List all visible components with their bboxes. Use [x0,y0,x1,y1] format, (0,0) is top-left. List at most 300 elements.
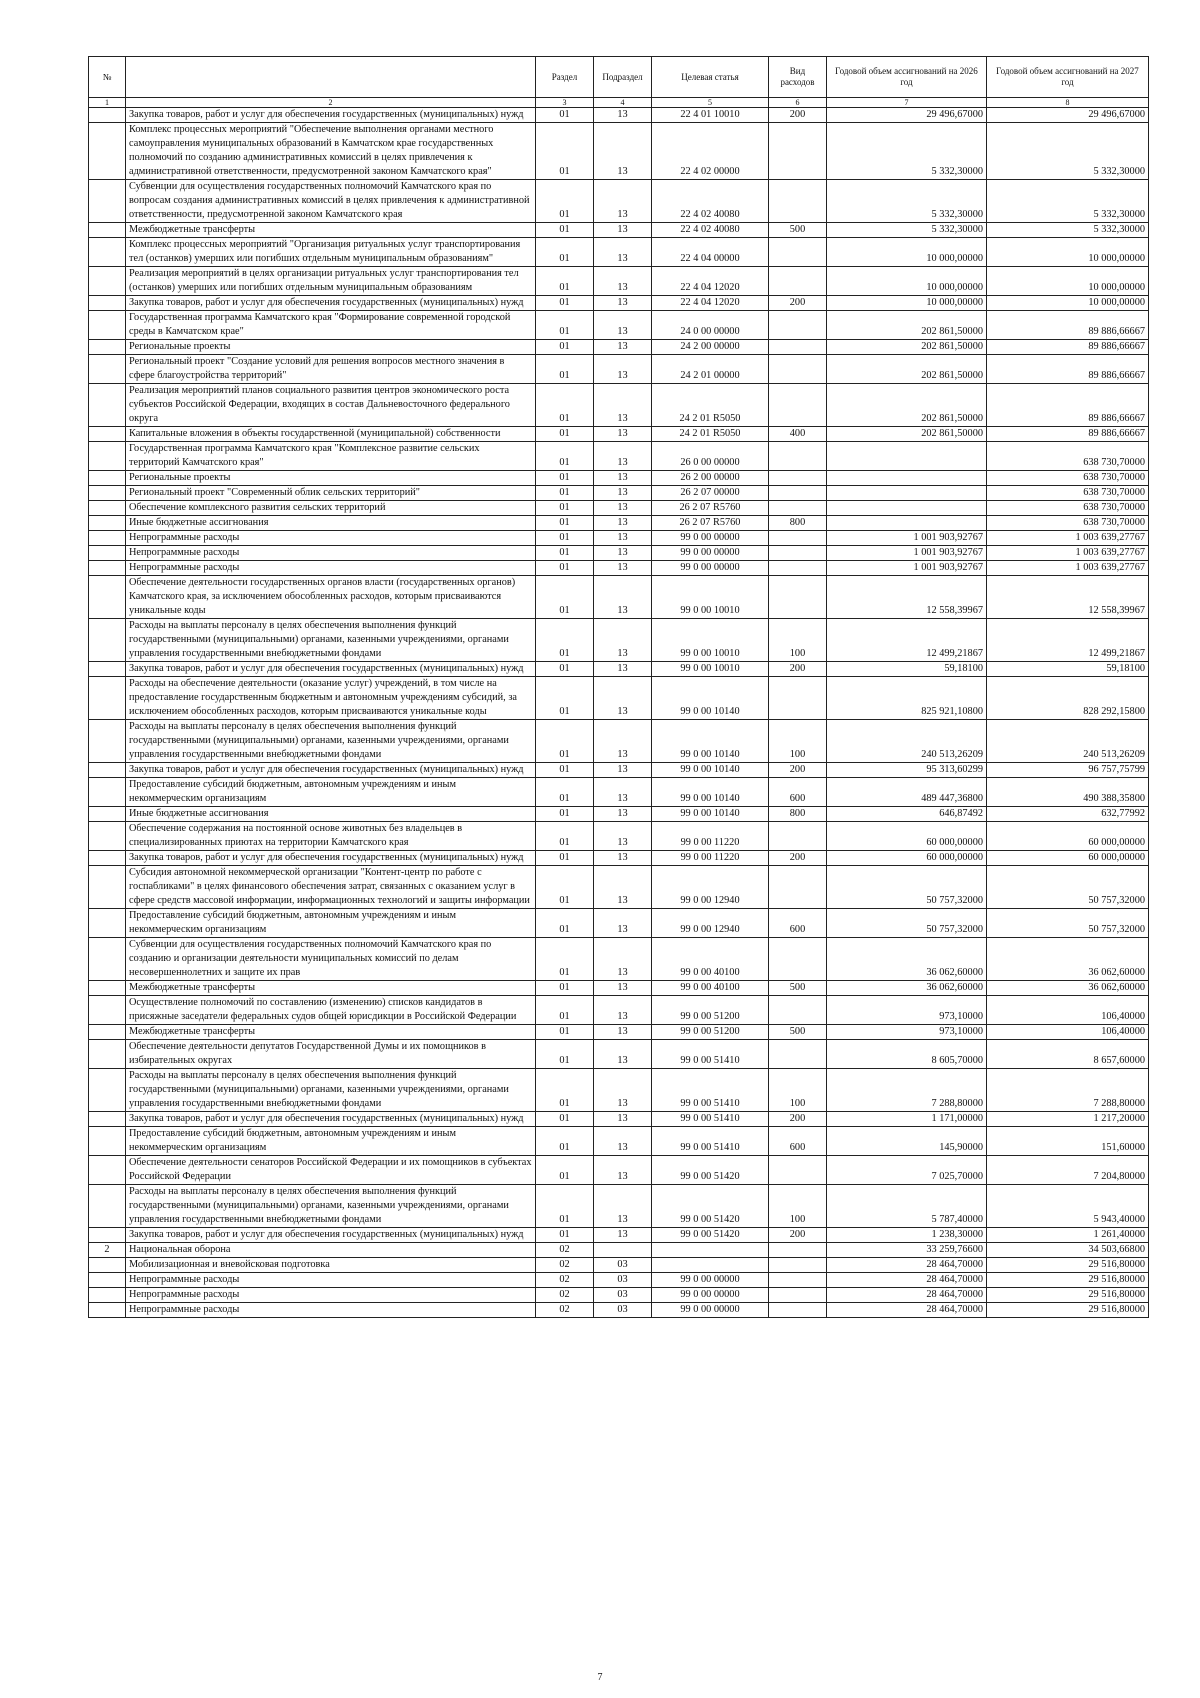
row-number [89,501,126,516]
row-target-article: 99 0 00 51420 [652,1228,769,1243]
table-row [89,223,1149,238]
row-expense-type: 200 [769,763,827,778]
row-expense-type [769,546,827,561]
row-expense-type [769,340,827,355]
row-subsection: 03 [594,1303,652,1318]
row-subsection: 13 [594,938,652,981]
row-subsection: 13 [594,1040,652,1069]
row-subsection: 13 [594,501,652,516]
row-name: Субвенции для осуществления государственных полномочий Камчатского края по созданию и организации деятельности муниципальных комиссий по делам несовершеннолетних и защите их прав [126,938,536,981]
table-row [89,1025,1149,1040]
row-expense-type [769,576,827,619]
row-expense-type [769,384,827,427]
row-name: Региональный проект "Создание условий для решения вопросов местного значения в сфере благоустройства территорий" [126,355,536,384]
row-target-article: 26 2 07 R5760 [652,501,769,516]
row-number [89,1025,126,1040]
column-index: 5 [652,98,769,108]
row-expense-type [769,1258,827,1273]
row-name: Межбюджетные трансферты [126,223,536,238]
row-subsection: 13 [594,561,652,576]
row-amount-2027: 1 003 639,27767 [987,546,1149,561]
row-target-article: 99 0 00 00000 [652,1303,769,1318]
table-row [89,981,1149,996]
row-amount-2026: 489 447,36800 [827,778,987,807]
row-number [89,909,126,938]
row-name: Предоставление субсидий бюджетным, автономным учреждениям и иным некоммерческим организациям [126,909,536,938]
table-row [89,531,1149,546]
table-row [89,778,1149,807]
row-subsection: 13 [594,355,652,384]
row-name: Расходы на обеспечение деятельности (оказание услуг) учреждений, в том числе на предоставление государственным бюджетным и автономным учреждениям субсидий, за исключением обособленных расходов, которым присваиваются уникальные коды [126,677,536,720]
row-amount-2026: 7 288,80000 [827,1069,987,1112]
row-subsection: 03 [594,1288,652,1303]
row-section: 01 [536,427,594,442]
row-amount-2026: 646,87492 [827,807,987,822]
row-name: Капитальные вложения в объекты государственной (муниципальной) собственности [126,427,536,442]
table-row [89,501,1149,516]
row-number [89,1112,126,1127]
row-number [89,1069,126,1112]
row-section: 01 [536,501,594,516]
table-row [89,909,1149,938]
row-amount-2026 [827,486,987,501]
row-name: Межбюджетные трансферты [126,1025,536,1040]
row-amount-2026: 5 332,30000 [827,180,987,223]
row-subsection: 13 [594,471,652,486]
row-expense-type [769,677,827,720]
row-number [89,1185,126,1228]
row-name: Региональные проекты [126,340,536,355]
table-row [89,996,1149,1025]
row-number [89,442,126,471]
table-row [89,238,1149,267]
row-subsection: 13 [594,486,652,501]
row-expense-type [769,1303,827,1318]
row-subsection: 13 [594,108,652,123]
row-expense-type: 100 [769,720,827,763]
header-target-article: Целевая статья [652,57,769,98]
row-number [89,311,126,340]
row-target-article: 24 2 01 R5050 [652,384,769,427]
table-row [89,340,1149,355]
row-amount-2027: 638 730,70000 [987,516,1149,531]
row-expense-type [769,1288,827,1303]
row-target-article: 99 0 00 00000 [652,561,769,576]
row-expense-type: 200 [769,108,827,123]
row-expense-type: 200 [769,1112,827,1127]
row-amount-2027: 638 730,70000 [987,501,1149,516]
table-row [89,1156,1149,1185]
row-number [89,384,126,427]
row-amount-2027: 60 000,00000 [987,851,1149,866]
row-target-article: 26 2 07 R5760 [652,516,769,531]
row-name: Комплекс процессных мероприятий "Обеспечение выполнения органами местного самоуправления муниципальных образований в Камчатском крае государственных полномочий по созданию административных комиссий в целях привлечения к административной ответственности, предусмотренной законом Камчатского края" [126,123,536,180]
row-number [89,619,126,662]
row-expense-type [769,1273,827,1288]
row-amount-2026: 28 464,70000 [827,1288,987,1303]
row-section: 01 [536,1025,594,1040]
row-expense-type: 400 [769,427,827,442]
table-row [89,442,1149,471]
row-target-article: 99 0 00 00000 [652,1273,769,1288]
row-amount-2026: 1 171,00000 [827,1112,987,1127]
row-target-article: 24 2 01 00000 [652,355,769,384]
table-body [89,108,1149,1318]
row-amount-2027: 60 000,00000 [987,822,1149,851]
row-section: 01 [536,807,594,822]
row-amount-2026: 202 861,50000 [827,340,987,355]
column-index: 6 [769,98,827,108]
row-name: Обеспечение деятельности государственных органов власти (государственных органов) Камчатского края, за исключением обособленных расходов, которым присваиваются уникальные коды [126,576,536,619]
column-index: 8 [987,98,1149,108]
row-subsection: 13 [594,866,652,909]
row-number [89,1228,126,1243]
row-name: Межбюджетные трансферты [126,981,536,996]
row-number [89,531,126,546]
row-name: Региональный проект "Современный облик сельских территорий" [126,486,536,501]
row-name: Субвенции для осуществления государственных полномочий Камчатского края по вопросам создания административных комиссий в целях привлечения к административной ответственности, предусмотренной законом Камчатского края [126,180,536,223]
row-amount-2027: 89 886,66667 [987,340,1149,355]
row-number [89,123,126,180]
row-amount-2027: 36 062,60000 [987,981,1149,996]
row-amount-2026 [827,501,987,516]
row-name: Расходы на выплаты персоналу в целях обеспечения выполнения функций государственными (муниципальными) органами, казенными учреждениями, органами управления государственными внебюджетными фондами [126,720,536,763]
row-expense-type [769,822,827,851]
row-section: 02 [536,1288,594,1303]
row-target-article: 99 0 00 51420 [652,1185,769,1228]
row-amount-2026: 1 001 903,92767 [827,546,987,561]
row-target-article: 99 0 00 10140 [652,807,769,822]
row-expense-type: 600 [769,909,827,938]
row-amount-2027: 29 516,80000 [987,1288,1149,1303]
row-target-article: 26 0 00 00000 [652,442,769,471]
row-target-article [652,1258,769,1273]
table-row [89,1273,1149,1288]
row-number [89,561,126,576]
row-amount-2026: 5 332,30000 [827,123,987,180]
table-row [89,1185,1149,1228]
row-amount-2026: 145,90000 [827,1127,987,1156]
row-amount-2027: 632,77992 [987,807,1149,822]
row-amount-2026 [827,442,987,471]
row-section: 01 [536,1127,594,1156]
table-row [89,662,1149,677]
row-amount-2026: 202 861,50000 [827,427,987,442]
row-section: 01 [536,267,594,296]
row-number [89,1288,126,1303]
row-name: Реализация мероприятий в целях организации ритуальных услуг транспортирования тел (останков) умерших или погибших отдельным муниципальным образованиям [126,267,536,296]
row-name: Расходы на выплаты персоналу в целях обеспечения выполнения функций государственными (муниципальными) органами, казенными учреждениями, органами управления государственными внебюджетными фондами [126,619,536,662]
row-subsection: 13 [594,311,652,340]
row-number [89,1258,126,1273]
row-subsection: 13 [594,778,652,807]
row-section: 01 [536,938,594,981]
budget-sheet [88,56,1148,1318]
row-section: 01 [536,355,594,384]
row-amount-2027: 1 003 639,27767 [987,561,1149,576]
row-amount-2026: 29 496,67000 [827,108,987,123]
row-number [89,1040,126,1069]
row-number [89,427,126,442]
row-section: 02 [536,1303,594,1318]
row-number [89,486,126,501]
row-name: Закупка товаров, работ и услуг для обеспечения государственных (муниципальных) нужд [126,108,536,123]
row-amount-2027: 10 000,00000 [987,296,1149,311]
row-name: Государственная программа Камчатского края "Комплексное развитие сельских территорий Камчатского края" [126,442,536,471]
table-header-row [89,57,1149,98]
row-amount-2027: 240 513,26209 [987,720,1149,763]
row-amount-2027: 12 499,21867 [987,619,1149,662]
row-expense-type [769,486,827,501]
row-number [89,1127,126,1156]
row-number [89,981,126,996]
row-section: 01 [536,531,594,546]
row-target-article: 24 2 01 R5050 [652,427,769,442]
row-name: Закупка товаров, работ и услуг для обеспечения государственных (муниципальных) нужд [126,851,536,866]
table-row [89,1228,1149,1243]
row-amount-2026: 10 000,00000 [827,267,987,296]
row-expense-type: 800 [769,516,827,531]
row-section: 01 [536,576,594,619]
row-target-article: 22 4 02 00000 [652,123,769,180]
row-section: 01 [536,223,594,238]
row-number [89,1156,126,1185]
column-index: 3 [536,98,594,108]
row-amount-2026: 8 605,70000 [827,1040,987,1069]
row-number [89,866,126,909]
row-name: Обеспечение содержания на постоянной основе животных без владельцев в специализированных приютах на территории Камчатского края [126,822,536,851]
table-row [89,123,1149,180]
row-name: Предоставление субсидий бюджетным, автономным учреждениям и иным некоммерческим организациям [126,778,536,807]
row-target-article: 22 4 01 10010 [652,108,769,123]
row-expense-type: 100 [769,1185,827,1228]
row-amount-2026: 36 062,60000 [827,938,987,981]
row-subsection: 13 [594,1025,652,1040]
row-number [89,516,126,531]
row-target-article: 99 0 00 11220 [652,851,769,866]
row-expense-type [769,123,827,180]
row-expense-type: 200 [769,296,827,311]
row-amount-2027: 828 292,15800 [987,677,1149,720]
column-index: 7 [827,98,987,108]
row-subsection: 13 [594,516,652,531]
row-number [89,822,126,851]
row-target-article: 22 4 04 12020 [652,267,769,296]
table-row [89,311,1149,340]
row-amount-2026: 7 025,70000 [827,1156,987,1185]
row-number [89,108,126,123]
row-amount-2027: 638 730,70000 [987,486,1149,501]
row-amount-2027: 638 730,70000 [987,442,1149,471]
row-amount-2027: 89 886,66667 [987,355,1149,384]
table-row [89,576,1149,619]
table-row [89,108,1149,123]
row-subsection: 13 [594,1185,652,1228]
row-expense-type: 500 [769,981,827,996]
row-name: Закупка товаров, работ и услуг для обеспечения государственных (муниципальных) нужд [126,1112,536,1127]
row-amount-2026: 202 861,50000 [827,355,987,384]
row-expense-type [769,267,827,296]
row-amount-2027: 1 003 639,27767 [987,531,1149,546]
row-amount-2027: 89 886,66667 [987,384,1149,427]
row-section: 01 [536,296,594,311]
row-amount-2026: 202 861,50000 [827,384,987,427]
row-expense-type: 100 [769,619,827,662]
row-target-article: 99 0 00 10010 [652,662,769,677]
row-expense-type [769,561,827,576]
row-name: Обеспечение деятельности сенаторов Российской Федерации и их помощников в субъектах Российской Федерации [126,1156,536,1185]
row-number [89,996,126,1025]
table-row [89,1127,1149,1156]
row-target-article: 99 0 00 40100 [652,938,769,981]
row-section: 01 [536,677,594,720]
row-section: 01 [536,763,594,778]
row-amount-2026: 10 000,00000 [827,238,987,267]
row-target-article: 24 2 00 00000 [652,340,769,355]
row-subsection: 13 [594,1127,652,1156]
row-expense-type [769,471,827,486]
row-target-article: 99 0 00 12940 [652,866,769,909]
row-section: 02 [536,1258,594,1273]
table-row [89,180,1149,223]
row-number [89,340,126,355]
row-target-article: 99 0 00 12940 [652,909,769,938]
row-target-article: 99 0 00 00000 [652,546,769,561]
row-expense-type: 800 [769,807,827,822]
row-section: 01 [536,486,594,501]
table-row [89,561,1149,576]
row-number [89,296,126,311]
row-name: Непрограммные расходы [126,1288,536,1303]
row-subsection: 13 [594,1156,652,1185]
row-amount-2026: 59,18100 [827,662,987,677]
table-row [89,267,1149,296]
row-expense-type [769,1040,827,1069]
row-expense-type [769,938,827,981]
row-name: Комплекс процессных мероприятий "Организация ритуальных услуг транспортирования тел (останков) умерших или погибших отдельным муниципальным образованиям" [126,238,536,267]
row-amount-2026: 973,10000 [827,1025,987,1040]
table-row [89,355,1149,384]
row-expense-type [769,442,827,471]
row-amount-2026 [827,516,987,531]
row-target-article: 99 0 00 11220 [652,822,769,851]
row-subsection: 13 [594,763,652,778]
row-expense-type: 200 [769,851,827,866]
row-section: 01 [536,778,594,807]
row-section: 01 [536,561,594,576]
row-amount-2026: 50 757,32000 [827,909,987,938]
row-section: 01 [536,180,594,223]
row-subsection: 13 [594,720,652,763]
row-section: 01 [536,340,594,355]
row-target-article: 99 0 00 51200 [652,1025,769,1040]
row-name: Непрограммные расходы [126,531,536,546]
row-expense-type [769,180,827,223]
header-amount-2026: Годовой объем ассигнований на 2026 год [827,57,987,98]
row-number [89,238,126,267]
row-number [89,471,126,486]
row-subsection: 13 [594,531,652,546]
column-index: 2 [126,98,536,108]
row-section: 01 [536,619,594,662]
row-amount-2026 [827,471,987,486]
row-subsection: 13 [594,851,652,866]
table-row [89,1288,1149,1303]
row-subsection: 13 [594,909,652,938]
row-amount-2027: 5 332,30000 [987,223,1149,238]
row-amount-2026: 60 000,00000 [827,851,987,866]
row-subsection: 03 [594,1258,652,1273]
table-row [89,1243,1149,1258]
table-row [89,1258,1149,1273]
row-section: 01 [536,108,594,123]
row-target-article: 99 0 00 10010 [652,619,769,662]
row-name: Субсидия автономной некоммерческой организации "Контент-центр по работе с госпабликами" в целях финансового обеспечения затрат, связанных с оказанием услуг в сфере средств массовой информации, информационных технологий и защиты информации [126,866,536,909]
row-amount-2027: 5 332,30000 [987,123,1149,180]
row-amount-2027: 10 000,00000 [987,267,1149,296]
row-section: 01 [536,384,594,427]
row-number [89,1273,126,1288]
row-amount-2027: 89 886,66667 [987,311,1149,340]
table-row [89,866,1149,909]
row-amount-2026: 12 499,21867 [827,619,987,662]
row-target-article: 99 0 00 10140 [652,763,769,778]
row-number [89,223,126,238]
row-amount-2026: 50 757,32000 [827,866,987,909]
row-name: Закупка товаров, работ и услуг для обеспечения государственных (муниципальных) нужд [126,1228,536,1243]
row-name: Иные бюджетные ассигнования [126,516,536,531]
row-expense-type: 100 [769,1069,827,1112]
row-amount-2026: 10 000,00000 [827,296,987,311]
row-number [89,778,126,807]
row-expense-type [769,311,827,340]
row-amount-2026: 60 000,00000 [827,822,987,851]
row-subsection: 13 [594,619,652,662]
row-target-article: 99 0 00 40100 [652,981,769,996]
row-name: Закупка товаров, работ и услуг для обеспечения государственных (муниципальных) нужд [126,662,536,677]
row-number [89,807,126,822]
row-number [89,662,126,677]
row-name: Непрограммные расходы [126,1303,536,1318]
row-target-article: 22 4 04 00000 [652,238,769,267]
row-subsection: 13 [594,180,652,223]
row-name: Расходы на выплаты персоналу в целях обеспечения выполнения функций государственными (муниципальными) органами, казенными учреждениями, органами управления государственными внебюджетными фондами [126,1185,536,1228]
row-target-article: 26 2 00 00000 [652,471,769,486]
row-amount-2027: 8 657,60000 [987,1040,1149,1069]
row-amount-2027: 7 288,80000 [987,1069,1149,1112]
row-amount-2027: 29 516,80000 [987,1273,1149,1288]
row-expense-type [769,531,827,546]
row-name: Предоставление субсидий бюджетным, автономным учреждениям и иным некоммерческим организациям [126,1127,536,1156]
row-expense-type: 200 [769,1228,827,1243]
row-amount-2027: 490 388,35800 [987,778,1149,807]
row-section: 01 [536,1112,594,1127]
row-subsection: 13 [594,340,652,355]
row-name: Реализация мероприятий планов социального развития центров экономического роста субъектов Российской Федерации, входящих в состав Дальневосточного федерального округа [126,384,536,427]
row-section: 01 [536,1228,594,1243]
row-amount-2027: 151,60000 [987,1127,1149,1156]
table-row [89,427,1149,442]
row-target-article: 99 0 00 51420 [652,1156,769,1185]
row-amount-2027: 29 516,80000 [987,1303,1149,1318]
row-section: 01 [536,1185,594,1228]
row-subsection: 03 [594,1273,652,1288]
row-subsection: 13 [594,384,652,427]
row-amount-2027: 12 558,39967 [987,576,1149,619]
row-expense-type [769,866,827,909]
row-amount-2027: 5 332,30000 [987,180,1149,223]
row-name: Расходы на выплаты персоналу в целях обеспечения выполнения функций государственными (муниципальными) органами, казенными учреждениями, органами управления государственными внебюджетными фондами [126,1069,536,1112]
